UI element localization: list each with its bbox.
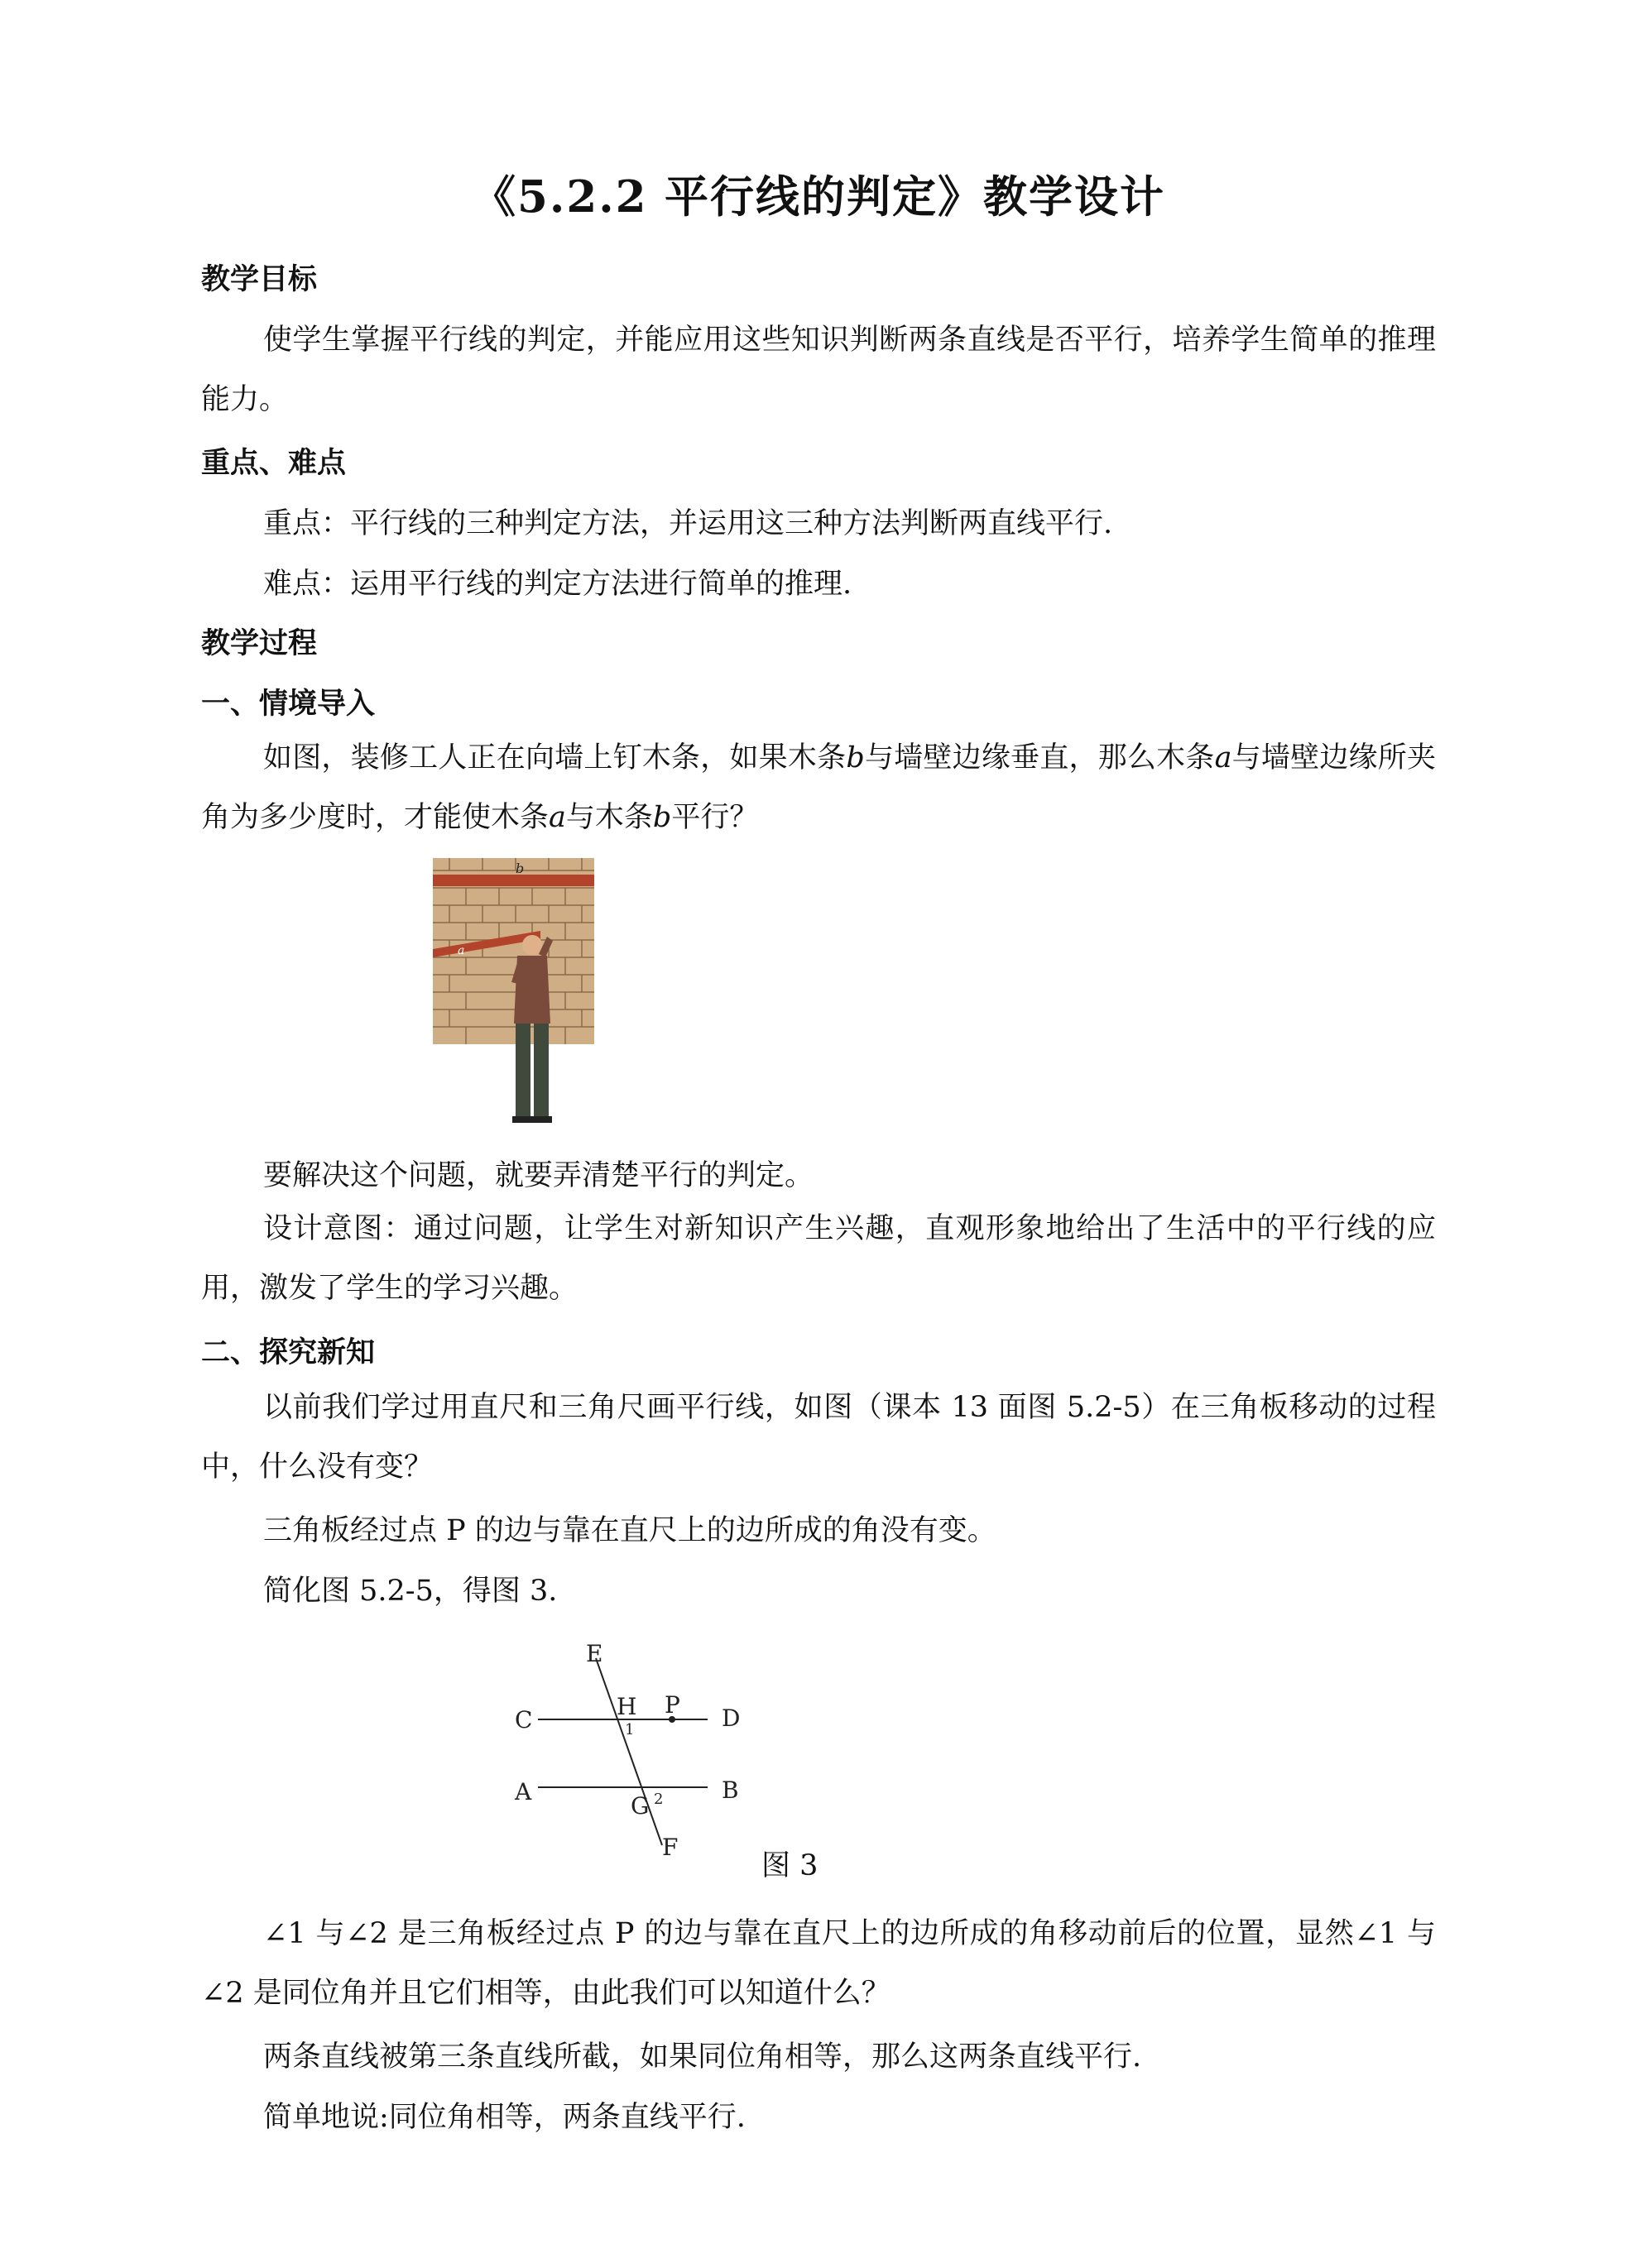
paragraph-explore-answer: 三角板经过点 P 的边与靠在直尺上的边所成的角没有变。 xyxy=(263,1514,996,1547)
label-c: C xyxy=(515,1706,533,1733)
label-b: B xyxy=(722,1777,739,1804)
label-h: H xyxy=(617,1693,637,1720)
heading-scenario-intro: 一、情境导入 xyxy=(201,688,376,721)
paragraph-scenario-transition: 要解决这个问题，就要弄清楚平行的判定。 xyxy=(263,1159,814,1192)
paragraph-scenario-question: 如图，装修工人正在向墙上钉木条，如果木条b与墙壁边缘垂直，那么木条a与墙壁边缘所夹角为多少度时，才能使木条a与木条b平行？ xyxy=(201,741,1436,834)
heading-teaching-goal: 教学目标 xyxy=(201,263,318,296)
label-d: D xyxy=(722,1705,741,1732)
label-f: F xyxy=(662,1834,679,1861)
line-ef xyxy=(596,1658,662,1845)
paragraph-angle-analysis: ∠1 与∠2 是三角板经过点 P 的边与靠在直尺上的边所成的角移动前后的位置，显然∠1 与∠2 是同位角并且它们相等，由此我们可以知道什么？ xyxy=(201,1917,1436,2010)
angle-1-label: 1 xyxy=(625,1721,635,1738)
plank-b xyxy=(433,875,594,886)
worker-wall-photo xyxy=(433,858,594,1127)
heading-explore-new: 二、探究新知 xyxy=(201,1336,376,1369)
paragraph-parallel-rule: 两条直线被第三条直线所截，如果同位角相等，那么这两条直线平行. xyxy=(263,2040,1142,2074)
label-a: A xyxy=(515,1778,532,1805)
heading-key-difficult: 重点、难点 xyxy=(201,447,347,480)
plank-b-label: b xyxy=(516,861,525,876)
plank-a-label: a xyxy=(458,944,465,957)
label-p: P xyxy=(665,1691,680,1719)
figure-3-caption: 图 3 xyxy=(761,1849,818,1882)
paragraph-design-intent: 设计意图：通过问题，让学生对新知识产生兴趣，直观形象地给出了生活中的平行线的应用，激发了学生的学习兴趣。 xyxy=(201,1212,1436,1305)
paragraph-difficult-point: 难点：运用平行线的判定方法进行简单的推理. xyxy=(263,568,852,601)
paragraph-key-point: 重点：平行线的三种判定方法，并运用这三种方法判断两直线平行. xyxy=(263,507,1113,540)
paragraph-simplify: 简化图 5.2-5，得图 3. xyxy=(263,1575,558,1608)
document-title: 《5.2.2 平行线的判定》教学设计 xyxy=(472,171,1165,223)
label-g: G xyxy=(631,1792,650,1820)
paragraph-explore-question: 以前我们学过用直尺和三角尺画平行线，如图（课本 13 面图 5.2-5）在三角板移动的过程中，什么没有变？ xyxy=(201,1391,1436,1484)
paragraph-teaching-goal: 使学生掌握平行线的判定，并能应用这些知识判断两条直线是否平行，培养学生简单的推理能力。 xyxy=(201,324,1436,416)
label-e: E xyxy=(586,1640,603,1667)
angle-2-label: 2 xyxy=(654,1791,664,1808)
heading-teaching-process: 教学过程 xyxy=(201,627,318,660)
paragraph-parallel-rule-short: 简单地说:同位角相等，两条直线平行. xyxy=(263,2101,746,2134)
